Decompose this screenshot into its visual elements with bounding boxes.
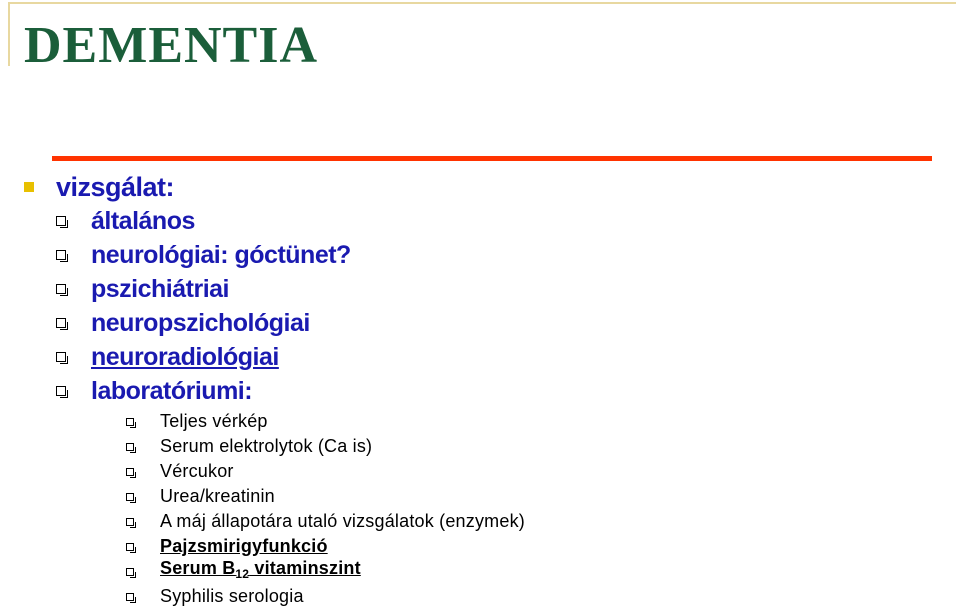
decorative-frame-left <box>8 2 10 66</box>
lab-test-label: Syphilis serologia <box>160 586 304 606</box>
shadowed-box-icon <box>56 216 66 226</box>
lab-test-item <box>126 459 234 484</box>
title-underline-rule <box>52 156 932 161</box>
category-label: laboratóriumi: <box>91 377 253 405</box>
shadowed-box-icon <box>56 284 66 294</box>
lab-test-label: Serum elektrolytok (Ca is) <box>160 436 373 456</box>
lab-test-item <box>126 484 275 509</box>
category-label: neuroradiológiai <box>91 343 279 371</box>
shadowed-box-icon <box>56 250 66 260</box>
shadowed-box-icon <box>56 386 66 396</box>
category-label: általános <box>91 207 195 235</box>
lab-test-label <box>160 556 361 587</box>
lab-test-item <box>126 409 268 434</box>
lab-test-label: Teljes vérkép <box>160 411 268 431</box>
shadowed-box-icon <box>126 493 134 501</box>
lab-test-item <box>126 559 361 584</box>
lab-test-label: A máj állapotára utaló vizsgálatok (enzymek) <box>160 511 525 531</box>
shadowed-box-icon <box>126 568 134 576</box>
category-item <box>56 306 310 340</box>
category-label: neurológiai: góctünet? <box>91 241 351 269</box>
lab-test-item <box>126 509 525 534</box>
shadowed-box-icon <box>56 352 66 362</box>
shadowed-box-icon <box>126 443 134 451</box>
decorative-frame-top <box>8 2 956 4</box>
shadowed-box-icon <box>126 518 134 526</box>
lab-test-label-subscript: 12 <box>235 567 250 581</box>
lab-test-label: Urea/kreatinin <box>160 486 275 506</box>
category-label: neuropszichológiai <box>91 309 310 337</box>
lab-test-label-main: Serum B <box>160 558 236 578</box>
heading-text: vizsgálat: <box>56 172 175 202</box>
filled-square-icon <box>24 182 34 192</box>
lab-test-label: Pajzsmirigyfunkció <box>160 536 328 556</box>
shadowed-box-icon <box>126 418 134 426</box>
slide-title: DEMENTIA <box>24 17 319 74</box>
lab-test-label-rest: vitaminszint <box>249 558 361 578</box>
category-label: pszichiátriai <box>91 275 229 303</box>
lab-test-item <box>126 584 304 609</box>
category-item <box>56 374 252 408</box>
shadowed-box-icon <box>56 318 66 328</box>
category-item <box>56 238 351 272</box>
lab-test-item <box>126 434 372 459</box>
category-item <box>56 340 279 374</box>
shadowed-box-icon <box>126 593 134 601</box>
shadowed-box-icon <box>126 543 134 551</box>
category-item <box>56 272 229 306</box>
shadowed-box-icon <box>126 468 134 476</box>
lab-test-label: Vércukor <box>160 461 234 481</box>
heading-item <box>24 170 174 204</box>
category-item <box>56 204 195 238</box>
